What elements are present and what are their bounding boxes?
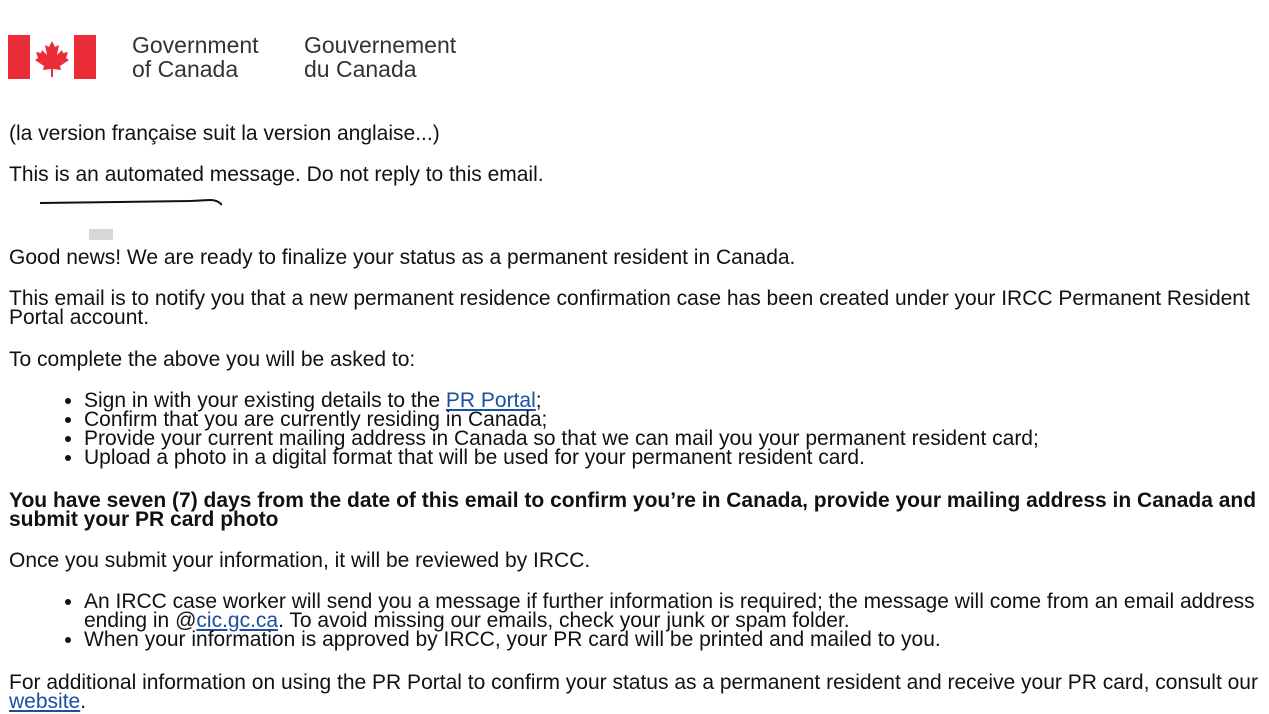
redaction-mark: [40, 199, 222, 207]
government-header: [8, 32, 457, 82]
deadline-notice-line2: submit your PR card photo: [9, 508, 279, 531]
list-item: • Provide your current mailing address in Canada so that we can mail you your permanent resident card;: [84, 429, 1039, 448]
canada-flag-icon: [8, 35, 96, 79]
website-link[interactable]: website: [9, 690, 81, 713]
wordmark-en-line2: of Canada: [132, 56, 239, 82]
notify-paragraph-line1: This email is to notify you that a new permanent residence confirmation case has been created under your IRCC Permanent Resident: [9, 287, 1250, 310]
wordmark-fr-line1: Gouvernement: [304, 32, 457, 58]
additional-info-line2: [9, 692, 86, 711]
caseworker-suffix: . To avoid missing our emails, check your junk or spam folder.: [278, 609, 850, 632]
list-item: [84, 592, 1255, 630]
caseworker-prefix: ending in @: [84, 609, 197, 632]
redaction-box: [89, 229, 113, 240]
list-item: • When your information is approved by IRCC, your PR card will be printed and mailed to you.: [84, 630, 1255, 649]
government-of-canada-wordmark: [132, 33, 259, 81]
wordmark-fr-line2: du Canada: [304, 56, 417, 82]
list-item: • Upload a photo in a digital format that will be used for your permanent resident card.: [84, 448, 1039, 467]
list-item: • Confirm that you are currently residing in Canada;: [84, 410, 1039, 429]
review-list: [9, 592, 1255, 649]
good-news-paragraph: Good news! We are ready to finalize your status as a permanent resident in Canada.: [9, 246, 796, 269]
caseworker-line1: An IRCC case worker will send you a message if further information is required; the message will come from an email address: [84, 590, 1255, 613]
pr-portal-link[interactable]: PR Portal: [445, 389, 536, 412]
additional-info-line1: For additional information on using the PR Portal to confirm your status as a permanent resident and receive your PR card, consult our: [9, 671, 1258, 694]
wordmark-en-line1: Government: [132, 32, 259, 58]
cic-gc-ca-link[interactable]: cic.gc.ca: [196, 609, 279, 632]
additional-suffix: .: [80, 690, 87, 713]
signin-text: Sign in with your existing details to the: [84, 389, 446, 412]
review-paragraph: Once you submit your information, it will be reviewed by IRCC.: [9, 549, 591, 572]
deadline-notice-line1: You have seven (7) days from the date of this email to confirm you’re in Canada, provide your mailing address in Canada and: [9, 489, 1257, 512]
steps-list: [9, 391, 1039, 467]
automated-message-note: This is an automated message. Do not reply to this email.: [9, 163, 544, 186]
notify-paragraph-line2: Portal account.: [9, 306, 150, 329]
gouvernement-du-canada-wordmark: [304, 33, 456, 81]
signin-suffix: ;: [535, 389, 542, 412]
complete-intro: To complete the above you will be asked to:: [9, 348, 416, 371]
language-note: (la version française suit la version anglaise...): [9, 122, 440, 145]
